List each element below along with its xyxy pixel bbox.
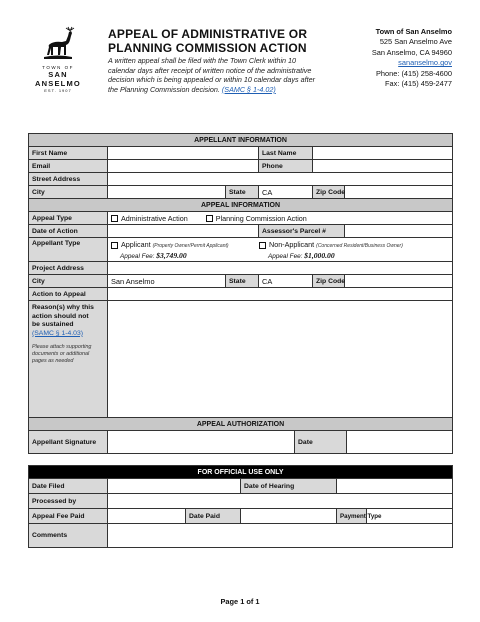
payment-type-label: Payment Type (337, 509, 367, 524)
phone-field[interactable] (313, 160, 453, 173)
reasons-line-2: action should not (32, 312, 89, 320)
project-address-field[interactable] (108, 262, 453, 275)
samc-1-4-03-link[interactable]: (SAMC § 1-4.03) (32, 329, 83, 337)
reasons-label (29, 301, 108, 431)
applicant-note: (Property Owner/Permit Applicant) (152, 243, 229, 249)
processed-by-field[interactable] (108, 494, 453, 509)
contact-fax: Fax: (415) 459-2477 (385, 79, 452, 89)
appeal-type-options (108, 212, 453, 225)
contact-block (340, 27, 452, 89)
signature-label: Appellant Signature (29, 431, 108, 454)
official-use-table (28, 465, 453, 548)
signature-date-field[interactable] (347, 431, 453, 454)
comments-label: Comments (29, 524, 108, 548)
date-of-action-label: Date of Action (29, 225, 108, 238)
applicant-label: Applicant (121, 240, 151, 249)
administrative-action-checkbox[interactable] (111, 215, 118, 222)
applicant-fee: $3,749.00 (156, 251, 187, 260)
non-applicant-fee: $1,000.00 (304, 251, 335, 260)
first-name-field[interactable] (108, 147, 259, 160)
logo-town-of: TOWN OF (42, 65, 74, 70)
intro-line-2: calendar days after receipt of written notice of the administrative (108, 65, 312, 75)
processed-by-label: Processed by (29, 494, 108, 509)
contact-phone: Phone: (415) 258-4600 (375, 68, 452, 78)
non-applicant-label: Non-Applicant (269, 240, 315, 249)
contact-address-1: 525 San Anselmo Ave (379, 37, 452, 47)
website-link[interactable]: sananselmo.gov (398, 58, 452, 68)
first-name-label: First Name (29, 147, 108, 160)
logo-established: EST. 1907 (44, 88, 72, 93)
signature-field[interactable] (108, 431, 295, 454)
fee-paid-label: Appeal Fee Paid (29, 509, 108, 524)
page-number: Page 1 of 1 (220, 597, 260, 606)
state-label: State (226, 186, 259, 199)
assessors-parcel-field[interactable] (345, 225, 453, 238)
city-label: City (29, 186, 108, 199)
appeal-type-label: Appeal Type (29, 212, 108, 225)
email-field[interactable] (108, 160, 259, 173)
fee-paid-field[interactable] (108, 509, 186, 524)
signature-date-label: Date (295, 431, 347, 454)
administrative-action-label: Administrative Action (121, 213, 188, 223)
applicant-checkbox[interactable] (111, 242, 118, 249)
appellant-type-options (108, 238, 453, 262)
zip-label: Zip Code (313, 186, 345, 199)
action-to-appeal-label: Action to Appeal (29, 288, 108, 301)
date-of-hearing-label: Date of Hearing (241, 479, 337, 494)
assessors-parcel-label: Assessor's Parcel # (259, 225, 345, 238)
official-use-header: FOR OFFICIAL USE ONLY (29, 466, 453, 479)
project-state-field[interactable]: CA (259, 275, 313, 288)
street-address-field[interactable] (108, 173, 453, 186)
project-zip-field[interactable] (345, 275, 453, 288)
zip-field[interactable] (345, 186, 453, 199)
non-applicant-checkbox[interactable] (259, 242, 266, 249)
title-line-2: PLANNING COMMISSION ACTION (108, 41, 307, 55)
planning-commission-label: Planning Commission Action (215, 213, 307, 223)
appellant-info-header: APPELLANT INFORMATION (29, 134, 453, 147)
date-paid-field[interactable] (241, 509, 337, 524)
date-filed-field[interactable] (108, 479, 241, 494)
action-to-appeal-field[interactable] (108, 288, 453, 301)
logo-town-name: SAN ANSELMO (35, 70, 81, 88)
appeal-info-header: APPEAL INFORMATION (29, 199, 453, 212)
authorization-table (28, 417, 453, 454)
project-address-label: Project Address (29, 262, 108, 275)
date-of-action-field[interactable] (108, 225, 259, 238)
date-of-hearing-field[interactable] (337, 479, 453, 494)
intro-line-1: A written appeal shall be filed with the Town Clerk within 10 (108, 56, 297, 65)
intro-line-3: decision which is being appealed or within 10 calendar days after (108, 75, 315, 85)
intro-text (108, 56, 358, 94)
state-field[interactable]: CA (259, 186, 313, 199)
appellant-type-label: Appellant Type (29, 238, 108, 262)
samc-1-4-02-link[interactable]: (SAMC § 1-4.02) (221, 84, 276, 94)
date-filed-label: Date Filed (29, 479, 108, 494)
deer-logo-icon (28, 26, 88, 60)
non-applicant-fee-label: Appeal Fee: (268, 253, 303, 260)
project-zip-label: Zip Code (313, 275, 345, 288)
reasons-line-3: be sustained (32, 321, 74, 329)
appeal-form-table (28, 133, 453, 431)
date-paid-label: Date Paid (186, 509, 241, 524)
page-title (108, 27, 358, 55)
town-logo (28, 26, 88, 93)
title-line-1: APPEAL OF ADMINISTRATIVE OR (108, 27, 308, 41)
authorization-header: APPEAL AUTHORIZATION (29, 418, 453, 431)
email-label: Email (29, 160, 108, 173)
planning-commission-checkbox[interactable] (206, 215, 213, 222)
comments-field[interactable] (108, 524, 453, 548)
last-name-field[interactable] (313, 147, 453, 160)
city-field[interactable] (108, 186, 226, 199)
reasons-field[interactable] (108, 301, 453, 431)
reasons-line-1: Reason(s) why this (32, 304, 94, 311)
applicant-fee-label: Appeal Fee: (120, 253, 155, 260)
intro-line-4: the Planning Commission decision. (108, 84, 220, 94)
reasons-note: Please attach supporting documents or additional pages as needed (32, 344, 92, 364)
contact-address-2: San Anselmo, CA 94960 (371, 47, 452, 57)
non-applicant-note: (Concerned Resident/Business Owner) (316, 243, 403, 249)
phone-label: Phone (259, 160, 313, 173)
project-state-label: State (226, 275, 259, 288)
project-city-field[interactable]: San Anselmo (108, 275, 226, 288)
last-name-label: Last Name (259, 147, 313, 160)
contact-name: Town of San Anselmo (375, 27, 452, 36)
project-city-label: City (29, 275, 108, 288)
street-address-label: Street Address (29, 173, 108, 186)
